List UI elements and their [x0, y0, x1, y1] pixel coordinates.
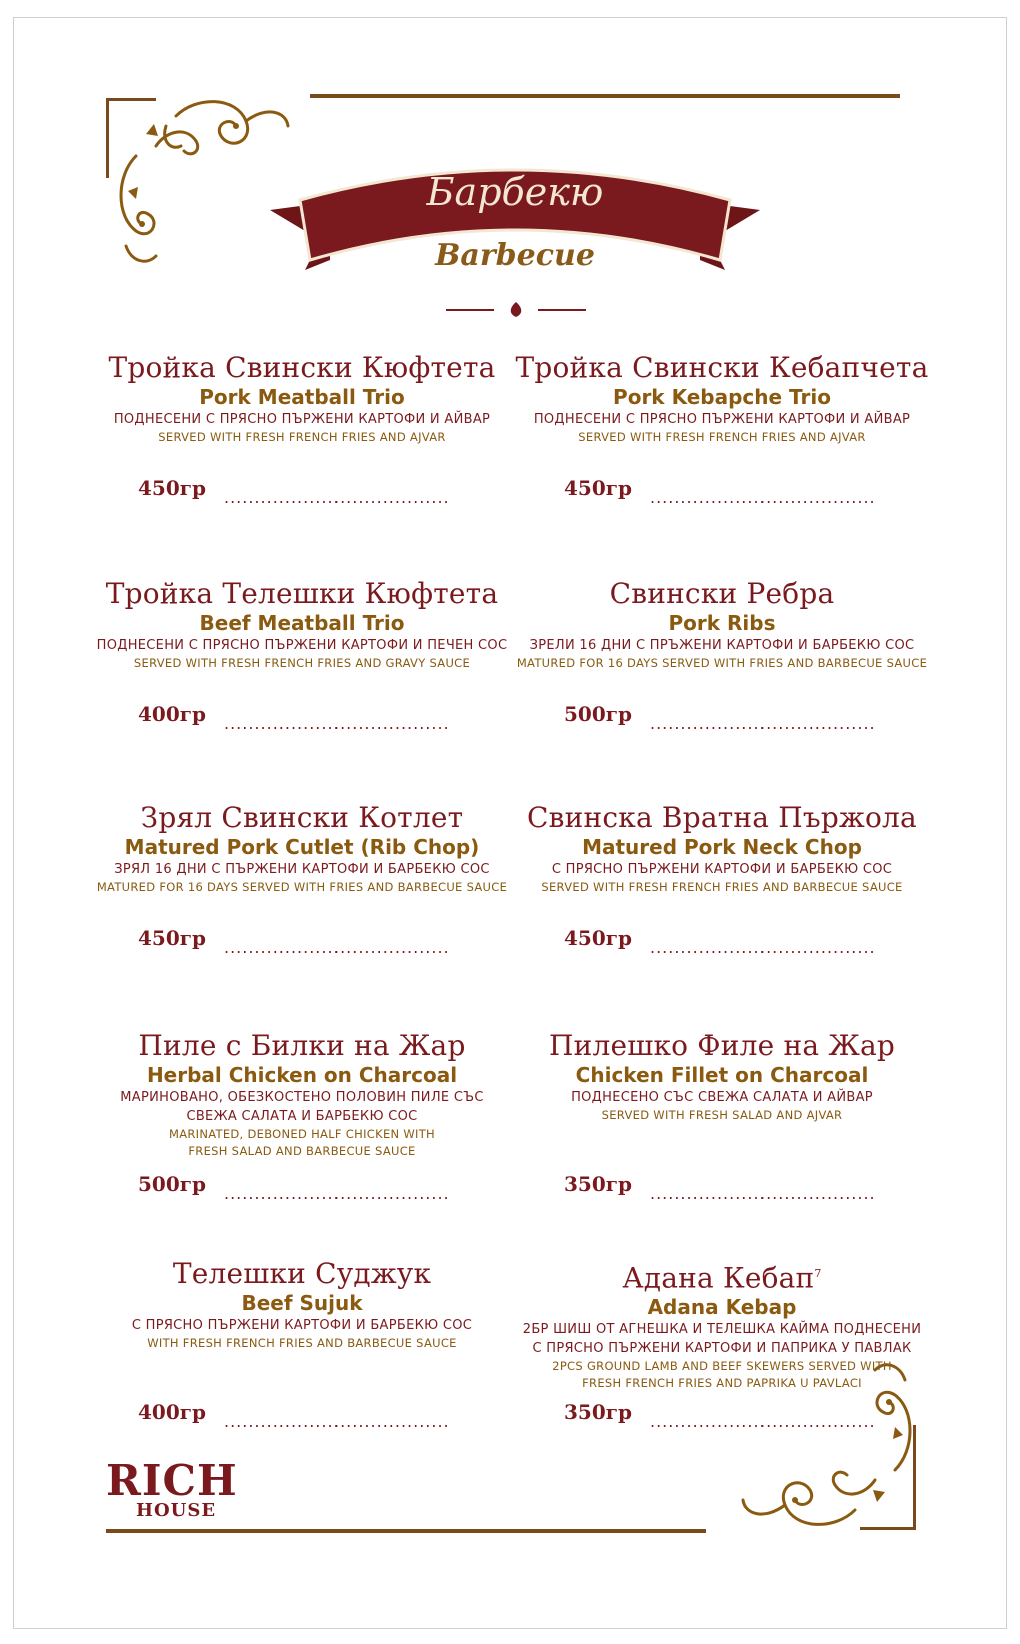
item-weight-row: [564, 476, 924, 506]
price-dots-right: ...................: [760, 714, 876, 733]
price-dots-left: ...................: [650, 938, 766, 957]
item-description-en: SERVED WITH FRESH FRENCH FRIES AND AJVAR: [158, 430, 446, 444]
item-weight-row: [138, 702, 498, 732]
price-dots-left: ...................: [224, 938, 340, 957]
menu-item: [92, 1258, 512, 1352]
top-left-flourish-icon: [106, 96, 296, 276]
item-description-bg: С ПРЯСНО ПЪРЖЕНИ КАРТОФИ И БАРБЕКЮ СОС: [131, 1318, 473, 1333]
price-dots-right: ...................: [760, 1184, 876, 1203]
item-weight-row: [564, 702, 924, 732]
menu-item: [512, 802, 932, 896]
item-name-en: Pork Kebapche Trio: [613, 385, 831, 409]
price-dots-left: ...................: [650, 1412, 766, 1431]
item-description-bg: ЗРЕЛИ 16 ДНИ С ПРЪЖЕНИ КАРТОФИ И БАРБЕКЮ СОС: [529, 638, 915, 653]
item-name-bg: Пилешко Филе на Жар: [548, 1029, 896, 1062]
price-dots-left: ...................: [224, 1184, 340, 1203]
bottom-rule: [106, 1529, 706, 1533]
item-weight: 450гр: [564, 476, 632, 500]
menu-item: [92, 352, 512, 446]
section-title-bg: Барбекю: [426, 170, 604, 214]
price-dots-right: ...................: [760, 1412, 876, 1431]
item-weight: 400гр: [138, 702, 206, 726]
item-description-en: MATURED FOR 16 DAYS SERVED WITH FRIES AND BARBECUE SAUCE: [96, 880, 508, 894]
item-allergen-note: 7: [814, 1267, 822, 1280]
menu-item: [512, 1030, 932, 1124]
item-name-bg: Тройка Свински Кебапчета: [515, 351, 929, 384]
menu-item: [512, 1258, 932, 1392]
item-description-bg: МАРИНОВАНО, ОБЕЗКОСТЕНО ПОЛОВИН ПИЛЕ СЪС: [120, 1090, 484, 1105]
item-description-en: SERVED WITH FRESH FRENCH FRIES AND GRAVY SAUCE: [133, 656, 471, 670]
item-description-en: SERVED WITH FRESH SALAD AND AJVAR: [601, 1108, 843, 1122]
item-weight: 450гр: [138, 476, 206, 500]
item-weight-row: [138, 476, 498, 506]
title-banner: [270, 160, 760, 320]
item-description-bg: ПОДНЕСЕНИ С ПРЯСНО ПЪРЖЕНИ КАРТОФИ И АЙВАР: [533, 412, 911, 427]
item-name-en: Adana Kebap: [647, 1295, 797, 1320]
item-weight: 450гр: [564, 926, 632, 950]
price-dots-left: ...................: [650, 488, 766, 507]
item-name-bg: Свинска Вратна Пържола: [527, 801, 917, 834]
item-weight: 400гр: [138, 1400, 206, 1424]
item-description-bg: С ПРЯСНО ПЪРЖЕНИ КАРТОФИ И ПАПРИКА У ПАВЛАК: [532, 1341, 912, 1357]
item-name-en: Herbal Chicken on Charcoal: [146, 1063, 458, 1087]
item-description-bg: ПОДНЕСЕНО СЪС СВЕЖА САЛАТА И АЙВАР: [571, 1090, 873, 1105]
item-name-en: Matured Pork Neck Chop: [582, 835, 862, 859]
item-description-en: FRESH FRENCH FRIES AND PAPRIKA U PAVLACI: [582, 1376, 862, 1391]
item-description-en: FRESH SALAD AND BARBECUE SAUCE: [188, 1144, 416, 1158]
item-weight-row: [564, 1400, 924, 1430]
price-dots-right: ...................: [334, 1184, 450, 1203]
item-description-bg: С ПРЯСНО ПЪРЖЕНИ КАРТОФИ И БАРБЕКЮ СОС: [551, 862, 893, 877]
brand-name: RICH: [106, 1456, 238, 1505]
item-name-en: Pork Ribs: [668, 611, 776, 635]
item-name-en: Beef Sujuk: [241, 1291, 363, 1315]
item-name-bg: Тройка Свински Кюфтета: [108, 351, 496, 384]
item-name-bg: Свински Ребра: [609, 577, 835, 610]
menu-item: [92, 1030, 512, 1160]
brand-logo: [106, 1456, 238, 1521]
item-name-bg: Зрял Свински Котлет: [140, 801, 464, 834]
item-description-en: SERVED WITH FRESH FRENCH FRIES AND AJVAR: [578, 430, 866, 444]
item-name-bg: Пиле с Билки на Жар: [138, 1029, 466, 1062]
price-dots-right: ...................: [334, 714, 450, 733]
item-weight-row: [564, 926, 924, 956]
item-weight: 450гр: [138, 926, 206, 950]
brand-subname: HOUSE: [136, 1500, 217, 1521]
item-weight-row: [138, 926, 498, 956]
item-name-bg: Телешки Суджук: [172, 1257, 432, 1290]
item-weight-row: [564, 1172, 924, 1202]
item-weight: 500гр: [138, 1172, 206, 1196]
item-weight: 350гр: [564, 1400, 632, 1424]
item-name-row: [512, 1258, 932, 1294]
price-dots-right: ...................: [760, 488, 876, 507]
item-weight-row: [138, 1172, 498, 1202]
item-description-en: MATURED FOR 16 DAYS SERVED WITH FRIES AND BARBECUE SAUCE: [516, 656, 928, 670]
item-description-bg: ПОДНЕСЕНИ С ПРЯСНО ПЪРЖЕНИ КАРТОФИ И ПЕЧЕН СОС: [96, 638, 508, 653]
leaf-divider-icon: [446, 300, 586, 320]
price-dots-right: ...................: [334, 488, 450, 507]
item-description-bg: 2БР ШИШ ОТ АГНЕШКА И ТЕЛЕШКА КАЙМА ПОДНЕСЕНИ: [522, 1322, 922, 1338]
item-weight-row: [138, 1400, 498, 1430]
section-title-en: Barbecue: [435, 238, 595, 273]
menu-item: [512, 578, 932, 672]
item-weight: 350гр: [564, 1172, 632, 1196]
menu-item: [92, 802, 512, 896]
item-description-bg: СВЕЖА САЛАТА И БАРБЕКЮ СОС: [186, 1109, 418, 1124]
item-description-en: 2PCS GROUND LAMB AND BEEF SKEWERS SERVED WITH: [552, 1359, 892, 1374]
price-dots-left: ...................: [650, 1184, 766, 1203]
item-description-en: MARINATED, DEBONED HALF CHICKEN WITH: [168, 1127, 436, 1141]
item-name-bg: Адана Кебап: [622, 1261, 815, 1295]
item-name-en: Beef Meatball Trio: [199, 611, 405, 635]
item-name-en: Matured Pork Cutlet (Rib Chop): [124, 835, 480, 859]
top-rule: [310, 94, 900, 98]
item-name-bg: Тройка Телешки Кюфтета: [105, 577, 499, 610]
item-description-bg: ЗРЯЛ 16 ДНИ С ПЪРЖЕНИ КАРТОФИ И БАРБЕКЮ СОС: [114, 862, 490, 877]
price-dots-left: ...................: [224, 714, 340, 733]
item-name-en: Pork Meatball Trio: [199, 385, 405, 409]
price-dots-left: ...................: [650, 714, 766, 733]
menu-item: [92, 578, 512, 672]
item-weight: 500гр: [564, 702, 632, 726]
price-dots-left: ...................: [224, 1412, 340, 1431]
item-description-en: SERVED WITH FRESH FRENCH FRIES AND BARBECUE SAUCE: [541, 880, 903, 894]
price-dots-right: ...................: [760, 938, 876, 957]
price-dots-right: ...................: [334, 1412, 450, 1431]
item-name-en: Chicken Fillet on Charcoal: [575, 1063, 869, 1087]
menu-item: [512, 352, 932, 446]
item-description-bg: ПОДНЕСЕНИ С ПРЯСНО ПЪРЖЕНИ КАРТОФИ И АЙВАР: [113, 412, 491, 427]
price-dots-right: ...................: [334, 938, 450, 957]
price-dots-left: ...................: [224, 488, 340, 507]
item-description-en: WITH FRESH FRENCH FRIES AND BARBECUE SAUCE: [147, 1336, 457, 1350]
